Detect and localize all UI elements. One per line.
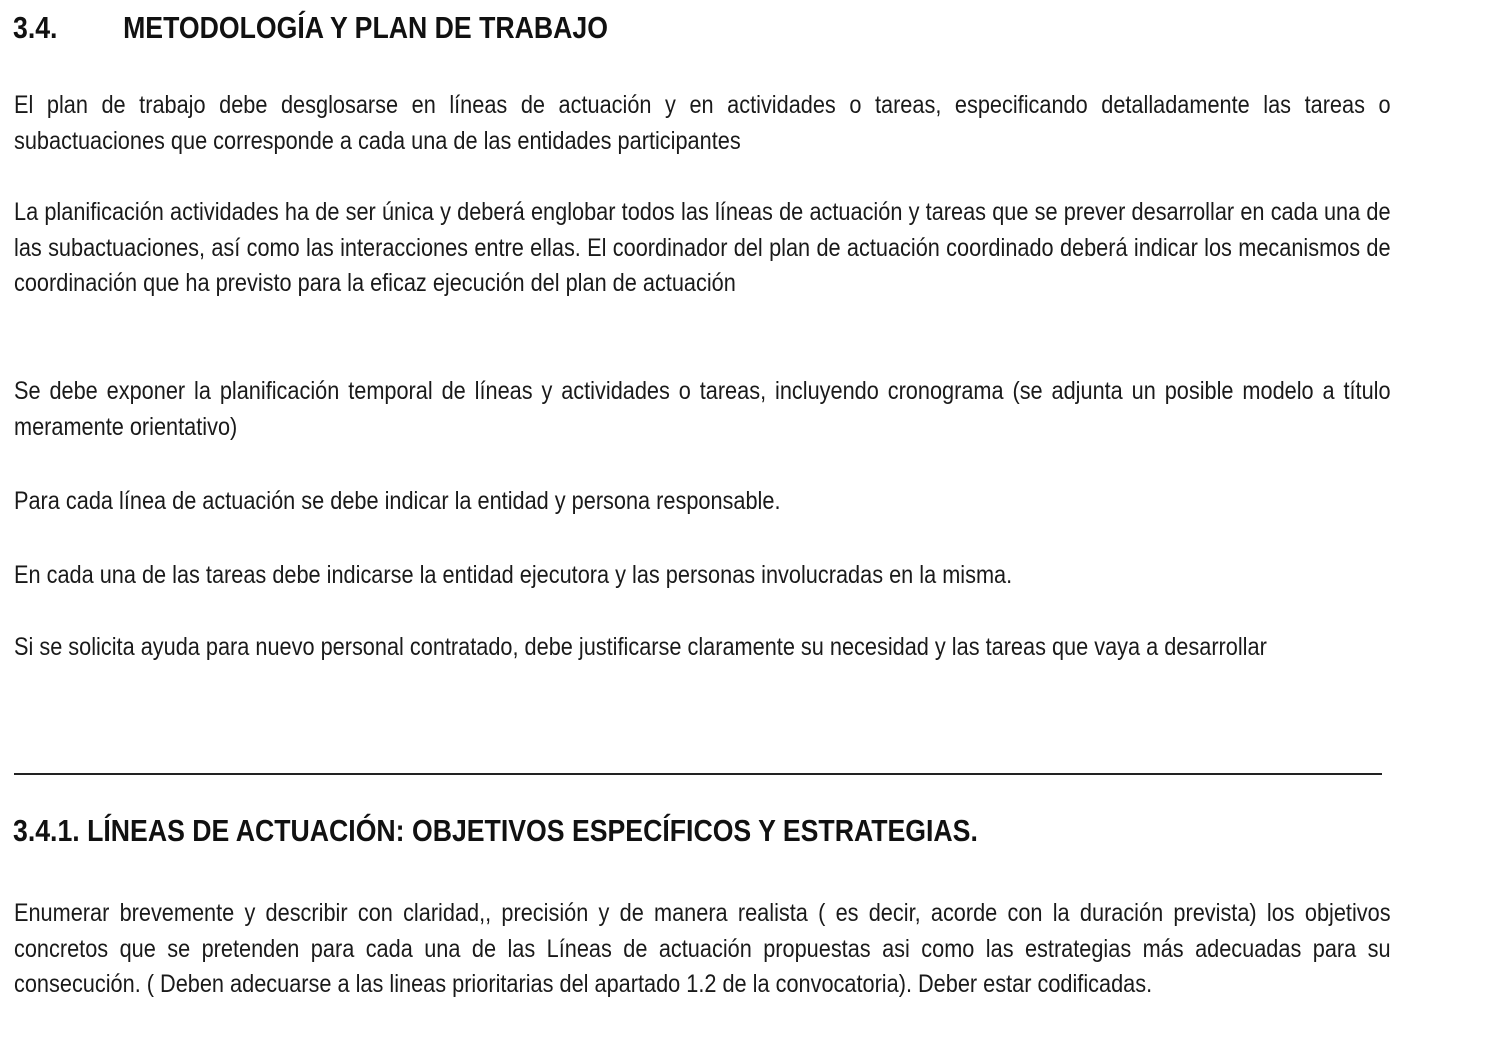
section-divider: [14, 773, 1382, 775]
subsection-heading: 3.4.1. LÍNEAS DE ACTUACIÓN: OBJETIVOS ESPECÍFICOS Y ESTRATEGIAS.: [13, 813, 978, 848]
section-heading: [13, 10, 608, 46]
paragraph-new-staff: Si se solicita ayuda para nuevo personal contratado, debe justificarse claramente su necesidad y las tareas que vaya a desarrollar: [14, 633, 1267, 661]
paragraph-work-plan: El plan de trabajo debe desglosarse en líneas de actuación y en actividades o tareas, especificando detalladamente las tareas o subactuaciones que corresponde a cada una de las entidades participantes: [14, 91, 1391, 155]
section-title: METODOLOGÍA Y PLAN DE TRABAJO: [123, 10, 608, 45]
paragraph-objectives: Enumerar brevemente y describir con claridad,, precisión y de manera realista ( es decir, acorde con la duración prevista) los objetivos concretos que se pretenden para cada una de las Líneas de actuación propuestas asi como las estrategias más adecuadas para su consecución. ( Deben adecuarse a las lineas prioritarias del apartado 1.2 de la convocatoria). Deber estar codificadas.: [14, 899, 1391, 998]
paragraph-schedule: Se debe exponer la planificación temporal de líneas y actividades o tareas, incluyendo cronograma (se adjunta un posible modelo a título meramente orientativo): [14, 377, 1391, 441]
section-number: 3.4.: [13, 10, 58, 45]
paragraph-planning: La planificación actividades ha de ser única y deberá englobar todos las líneas de actuación y tareas que se prever desarrollar en cada una de las subactuaciones, así como las interacciones entre ellas. El coordinador del plan de actuación coordinado deberá indicar los mecanismos de coordinación que ha previsto para la eficaz ejecución del plan de actuación: [14, 198, 1391, 297]
paragraph-task-entity: En cada una de las tareas debe indicarse la entidad ejecutora y las personas involucradas en la misma.: [14, 561, 1013, 589]
paragraph-line-responsible: Para cada línea de actuación se debe indicar la entidad y persona responsable.: [14, 487, 781, 515]
